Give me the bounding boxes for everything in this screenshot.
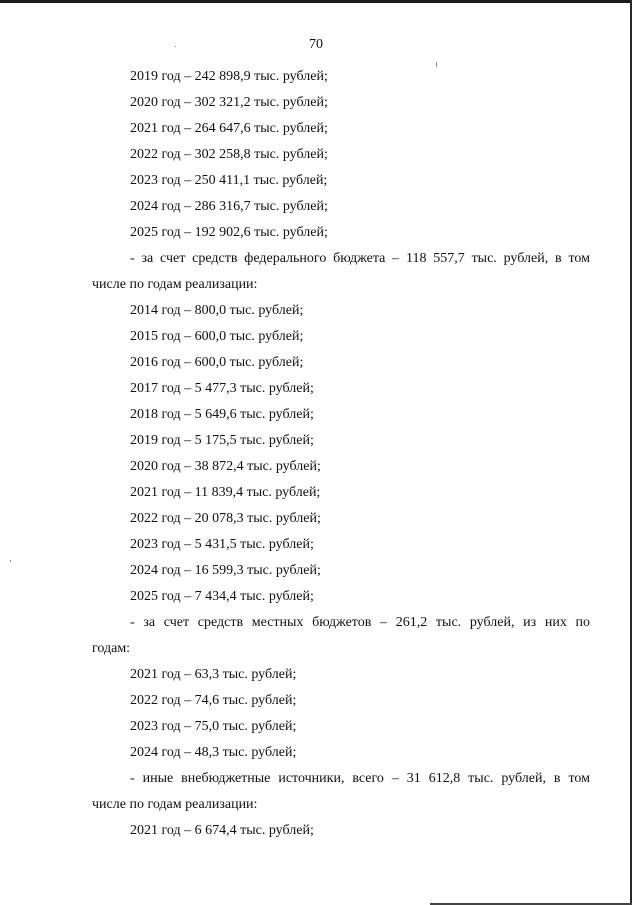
year-line: 2024 год – 48,3 тыс. рублей; (130, 745, 297, 760)
paragraph-line: - иные внебюджетные источники, всего – 31 612,8 тыс. рублей, в том (130, 771, 590, 786)
budget-by-year-list (92, 64, 590, 246)
year-line: 2024 год – 16 599,3 тыс. рублей; (130, 563, 321, 578)
paragraph-line: - за счет средств местных бюджетов – 261,2 тыс. рублей, из них по (130, 615, 590, 630)
page-number: 70 (309, 37, 323, 52)
year-line: 2025 год – 192 902,6 тыс. рублей; (130, 225, 328, 240)
local-budget-paragraph (92, 610, 590, 662)
year-line: 2023 год – 250 411,1 тыс. рублей; (130, 173, 328, 188)
year-line: 2023 год – 5 431,5 тыс. рублей; (130, 537, 314, 552)
document-body (92, 64, 590, 844)
year-line: 2020 год – 302 321,2 тыс. рублей; (130, 95, 328, 110)
year-line: 2018 год – 5 649,6 тыс. рублей; (130, 407, 314, 422)
year-line: 2020 год – 38 872,4 тыс. рублей; (130, 459, 321, 474)
year-line: 2021 год – 63,3 тыс. рублей; (130, 667, 297, 682)
year-line: 2014 год – 800,0 тыс. рублей; (130, 303, 304, 318)
paragraph-line: годам: (92, 641, 131, 656)
year-line: 2021 год – 6 674,4 тыс. рублей; (130, 823, 314, 838)
year-line: 2021 год – 11 839,4 тыс. рублей; (130, 485, 321, 500)
paragraph-line: числе по годам реализации: (92, 797, 258, 812)
year-line: 2022 год – 20 078,3 тыс. рублей; (130, 511, 321, 526)
year-line: 2021 год – 264 647,6 тыс. рублей; (130, 121, 328, 136)
year-line: 2022 год – 74,6 тыс. рублей; (130, 693, 297, 708)
other-sources-list (92, 818, 590, 844)
year-line: 2023 год – 75,0 тыс. рублей; (130, 719, 297, 734)
paragraph-line: - за счет средств федерального бюджета – 118 557,7 тыс. рублей, в том (130, 251, 590, 266)
other-sources-paragraph (92, 766, 590, 818)
year-line: 2019 год – 242 898,9 тыс. рублей; (130, 69, 328, 84)
year-line: 2015 год – 600,0 тыс. рублей; (130, 329, 304, 344)
year-line: 2017 год – 5 477,3 тыс. рублей; (130, 381, 314, 396)
federal-budget-paragraph (92, 246, 590, 298)
scan-top-edge (0, 0, 632, 3)
scan-speck (10, 560, 11, 562)
year-line: 2022 год – 302 258,8 тыс. рублей; (130, 147, 328, 162)
local-budget-list (92, 662, 590, 766)
federal-budget-list (92, 298, 590, 610)
paragraph-line: числе по годам реализации: (92, 277, 258, 292)
year-line: 2024 год – 286 316,7 тыс. рублей; (130, 199, 328, 214)
year-line: 2019 год – 5 175,5 тыс. рублей; (130, 433, 314, 448)
year-line: 2016 год – 600,0 тыс. рублей; (130, 355, 304, 370)
year-line: 2025 год – 7 434,4 тыс. рублей; (130, 589, 314, 604)
